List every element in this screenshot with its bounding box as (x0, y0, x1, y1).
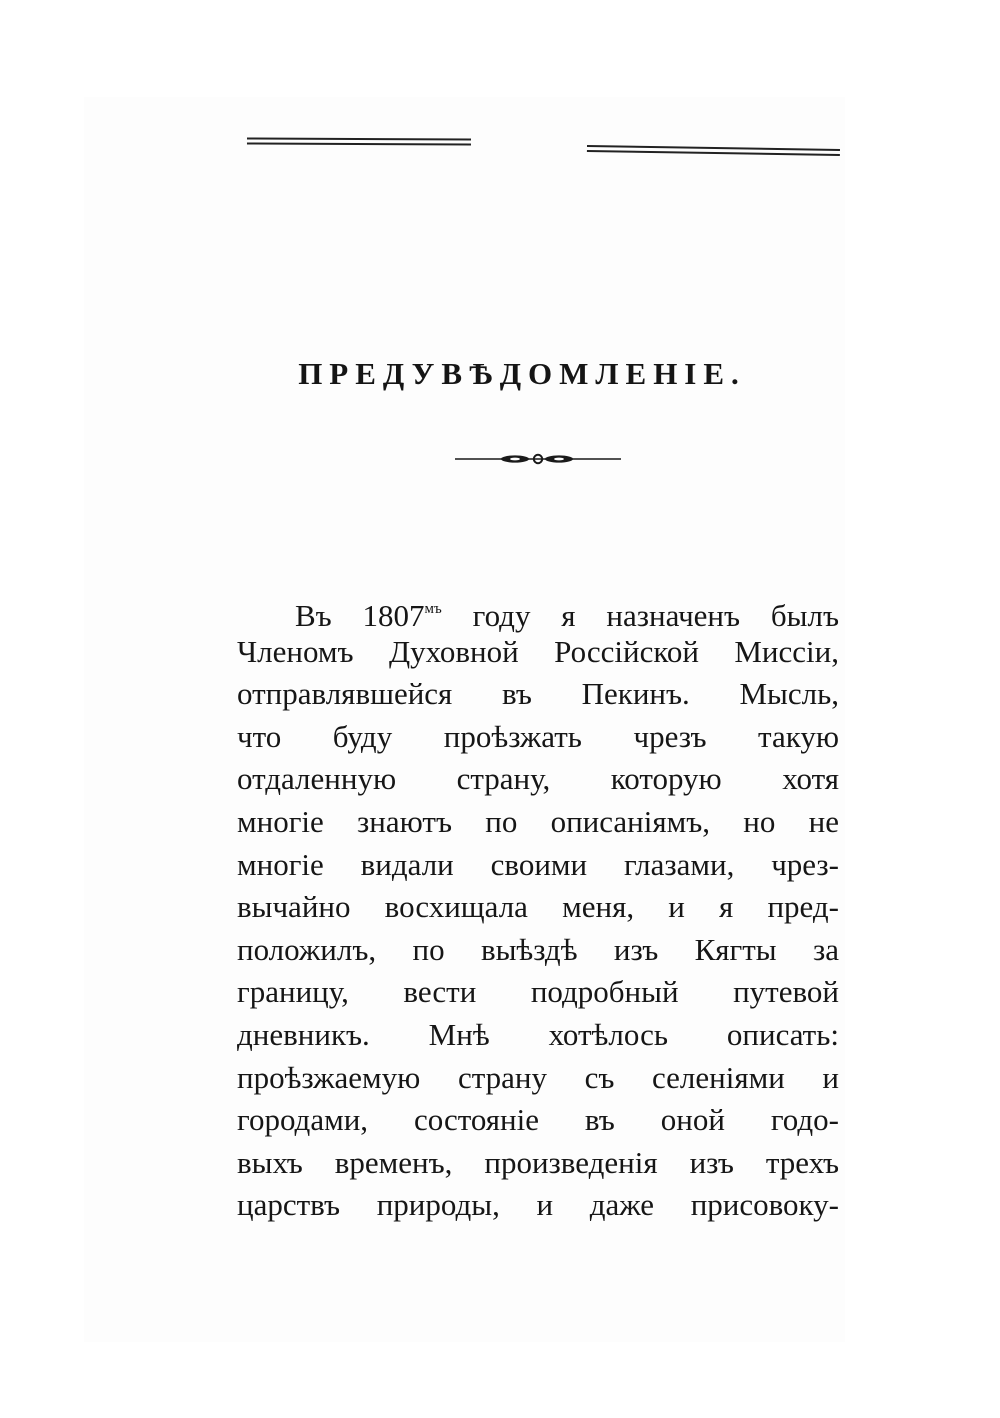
line-text: году я назначенъ былъ (441, 598, 839, 633)
line-text: Въ 1807 (295, 598, 425, 633)
preface-paragraph (237, 588, 839, 1227)
superscript-ordinal: мъ (424, 601, 442, 617)
paragraph-line: что буду проѣзжать чрезъ такую (237, 718, 839, 754)
paragraph-line: вычайно восхищала меня, и я пред- (237, 889, 839, 925)
paragraph-line: выхъ временъ, произведенія изъ трехъ (237, 1144, 839, 1180)
paragraph-line: царствъ природы, и даже присовоку- (237, 1187, 839, 1223)
paragraph-line: границу, вести подробный путевой (237, 974, 839, 1010)
paragraph-line: многіе видали своими глазами, чрез- (237, 846, 839, 882)
paragraph-line: отправлявшейся въ Пекинъ. Мысль, (237, 676, 839, 712)
page-title: ПРЕДУВѢДОМЛЕНІЕ. (298, 356, 746, 391)
paragraph-line: многіе знаютъ по описаніямъ, но не (237, 803, 839, 839)
paragraph-line: городами, состояніе въ оной годо- (237, 1102, 839, 1138)
paragraph-line-1 (237, 588, 839, 631)
paragraph-line: положилъ, по выѣздѣ изъ Кягты за (237, 931, 839, 967)
paragraph-line: проѣзжаемую страну съ селеніями и (237, 1059, 839, 1095)
paragraph-line: дневникъ. Мнѣ хотѣлось описать: (237, 1016, 839, 1052)
paragraph-line: Членомъ Духовной Россійской Миссіи, (237, 633, 839, 669)
paragraph-line: отдаленную страну, которую хотя (237, 761, 839, 797)
fleuron-divider-icon (455, 451, 621, 467)
